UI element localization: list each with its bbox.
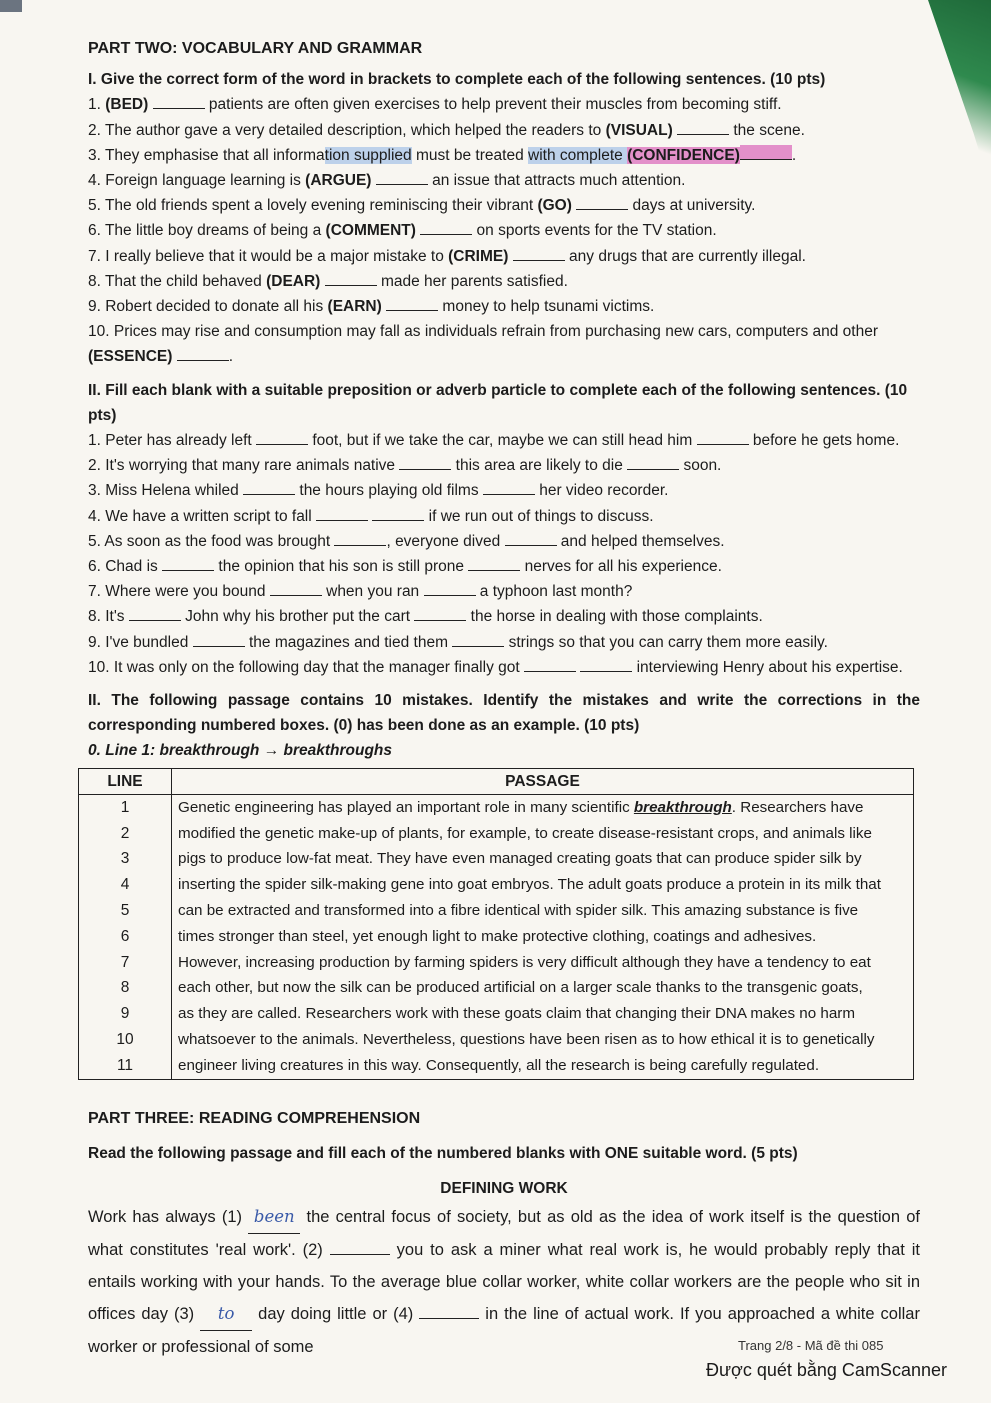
passage-line xyxy=(178,1053,907,1079)
item-text: money to help tsunami victims. xyxy=(438,298,655,316)
item-text: an issue that attracts much attention. xyxy=(427,172,686,190)
line-number: 4 xyxy=(120,876,130,894)
highlighted-text: with complete xyxy=(528,146,628,164)
answer-blank[interactable] xyxy=(468,556,520,571)
answer-blank[interactable] xyxy=(414,606,466,621)
answer-blank[interactable] xyxy=(483,480,535,495)
word-cue: (BED) xyxy=(105,96,149,114)
item-text: 6. The little boy dreams of being a xyxy=(88,222,326,240)
item-text: this area are likely to die xyxy=(451,457,628,475)
passage-line xyxy=(178,924,907,950)
passage-text-part: inserting the spider silk-making gene into goat embryos. The adult goats produce a protein in its milk that xyxy=(178,876,881,894)
highlighted-text: tion supplied xyxy=(324,146,412,164)
sec1-list xyxy=(88,92,920,369)
passage-text-part: whatsoever to the animals. Nevertheless, questions have been risen as to how ethical it is to genetically xyxy=(178,1031,875,1049)
item-text: . xyxy=(228,348,234,366)
answer-blank[interactable] xyxy=(243,480,295,495)
word-cue: (ARGUE) xyxy=(305,172,372,190)
passage-text-part: can be extracted and transformed into a fibre identical with spider silk. This amazing substance is five xyxy=(178,902,859,920)
item-text: nerves for all his experience. xyxy=(520,558,722,576)
item-text: a typhoon last month? xyxy=(475,583,633,601)
sec2-item xyxy=(88,604,920,629)
answer-blank[interactable] xyxy=(580,657,632,672)
item-text: 4. We have a written script to fall xyxy=(88,507,317,525)
item-text: 8. It's xyxy=(88,608,129,626)
line-numbers xyxy=(79,794,172,1079)
word-cue: (DEAR) xyxy=(266,272,321,290)
item-text: soon. xyxy=(679,457,722,475)
sec2-item xyxy=(88,630,920,655)
item-text: the opinion that his son is still prone xyxy=(214,558,469,576)
answer-blank[interactable] xyxy=(177,346,229,361)
part-three-title: PART THREE: READING COMPREHENSION xyxy=(88,1109,421,1127)
answer-blank[interactable] xyxy=(452,632,504,647)
item-text: made her parents satisfied. xyxy=(376,272,568,290)
sec2-item xyxy=(88,579,920,604)
passage-text xyxy=(172,794,914,1079)
answer-blank[interactable] xyxy=(513,246,565,261)
passage-line xyxy=(178,975,907,1001)
line-number: 8 xyxy=(120,979,130,997)
item-text: before he gets home. xyxy=(748,432,900,450)
passage-line xyxy=(178,1001,907,1027)
passage-part: the central focus of society, but as old as the idea of work itself is the question of what constitutes 'real work'. (2) xyxy=(88,1208,920,1260)
answer-blank[interactable] xyxy=(505,531,557,546)
sec3-example: 0. Line 1: breakthrough → breakthroughs xyxy=(88,742,393,760)
passage-text-part: modified the genetic make-up of plants, for example, to create disease-resistant crops, and animals like xyxy=(178,824,872,842)
item-text: patients are often given exercises to help prevent their muscles from becoming stiff. xyxy=(204,96,782,114)
word-cue: (EARN) xyxy=(327,298,382,316)
line-number: 9 xyxy=(120,1005,130,1023)
sec1-item xyxy=(88,143,920,168)
passage-text-part: pigs to produce low-fat meat. They have even managed creating goats that can produce spider silk by xyxy=(178,850,862,868)
item-text: 5. As soon as the food was brought xyxy=(88,532,335,550)
item-text: and helped themselves. xyxy=(556,532,725,550)
sec1-item xyxy=(88,269,920,294)
page-content xyxy=(88,36,920,1363)
item-text: when you ran xyxy=(321,583,424,601)
answer-blank-2[interactable] xyxy=(330,1240,390,1255)
passage-text-part: as they are called. Researchers work with these goats claim that changing their DNA makes no harm xyxy=(178,1005,856,1023)
sec1-item xyxy=(88,294,920,319)
item-text: 10. Prices may rise and consumption may fall as individuals refrain from purchasing new cars, computers and other xyxy=(88,323,879,341)
item-text: 6. Chad is xyxy=(88,558,163,576)
passage-text-part: However, increasing production by farming spiders is very difficult although they have a tendency to eat xyxy=(178,953,871,971)
item-text: 4. Foreign language learning is xyxy=(88,172,306,190)
item-text: 1. Peter has already left xyxy=(88,432,257,450)
answer-blank-4[interactable] xyxy=(419,1304,479,1319)
line-number: 6 xyxy=(120,927,130,945)
item-text: 3. Miss Helena whiled xyxy=(88,482,244,500)
sec1-item xyxy=(88,92,920,117)
passage-line xyxy=(178,821,907,847)
item-text: 9. Robert decided to donate all his xyxy=(88,298,328,316)
line-number: 2 xyxy=(120,824,130,842)
passage-line xyxy=(178,1027,907,1053)
passage-text-part: each other, but now the silk can be produced artificial on a larger scale thanks to the transgenic goats, xyxy=(178,979,863,997)
item-text: her video recorder. xyxy=(534,482,669,500)
part-two-title: PART TWO: VOCABULARY AND GRAMMAR xyxy=(88,40,423,57)
answer-blank[interactable] xyxy=(162,556,214,571)
item-text: on sports events for the TV station. xyxy=(472,222,717,240)
passage-part: day doing little or (4) xyxy=(252,1305,420,1324)
line-number: 11 xyxy=(116,1056,134,1074)
answer-blank[interactable] xyxy=(372,506,424,521)
item-text: 2. The author gave a very detailed description, which helped the readers to xyxy=(88,121,606,139)
answer-blank[interactable] xyxy=(424,581,476,596)
sec2-item xyxy=(88,428,920,453)
sec1-item xyxy=(88,319,920,369)
item-text: 9. I've bundled xyxy=(88,633,193,651)
error-passage-table xyxy=(78,768,914,1080)
handwritten-answer-3[interactable]: to xyxy=(200,1298,252,1331)
item-text: foot, but if we take the car, maybe we can still head him xyxy=(308,432,697,450)
answer-blank[interactable] xyxy=(576,195,628,210)
part-three-instruction: Read the following passage and fill each of the numbered blanks with ONE suitable word. (5 pts) xyxy=(88,1144,798,1162)
line-number: 5 xyxy=(120,902,130,920)
item-text: interviewing Henry about his expertise. xyxy=(632,658,903,676)
answer-blank[interactable] xyxy=(740,145,792,160)
answer-blank[interactable] xyxy=(697,430,749,445)
page-footer: Trang 2/8 - Mã đề thi 085 xyxy=(738,1338,884,1353)
answer-blank[interactable] xyxy=(270,581,322,596)
answer-blank[interactable] xyxy=(677,120,729,135)
word-cue: (GO) xyxy=(537,197,572,215)
passage-line xyxy=(178,898,907,924)
sec2-item xyxy=(88,453,920,478)
item-text: , everyone dived xyxy=(386,532,505,550)
sec2-item xyxy=(88,504,920,529)
answer-blank[interactable] xyxy=(524,657,576,672)
passage-part: Work has always (1) xyxy=(88,1208,249,1227)
scan-edge-shadow xyxy=(921,0,991,190)
sec1-item xyxy=(88,244,920,269)
item-text: 7. Where were you bound xyxy=(88,583,270,601)
line-number: 3 xyxy=(120,850,130,868)
item-text: 1. xyxy=(88,96,106,114)
col-passage-header: PASSAGE xyxy=(172,768,914,794)
answer-blank[interactable] xyxy=(334,531,386,546)
answer-blank[interactable] xyxy=(256,430,308,445)
passage-line xyxy=(178,950,907,976)
scan-corner-mark xyxy=(0,0,22,12)
sec1-item xyxy=(88,168,920,193)
item-text: the magazines and tied them xyxy=(244,633,453,651)
sec2-item xyxy=(88,554,920,579)
word-cue: (COMMENT) xyxy=(325,222,416,240)
passage-text-part: . Researchers have xyxy=(731,798,864,816)
item-text: 8. That the child behaved xyxy=(88,272,267,290)
item-text: must be treated xyxy=(411,146,528,164)
passage-part: you to ask a miner what real work is, he would probably reply that it entails working with your hands. To the average blue collar worker, white collar workers are the people who sit in offices day (3) xyxy=(88,1241,920,1324)
item-text: 7. I really believe that it would be a major mistake to xyxy=(88,247,449,265)
passage-line xyxy=(178,872,907,898)
item-text: 10. It was only on the following day that the manager finally got xyxy=(88,658,524,676)
word-cue: (CONFIDENCE) xyxy=(627,146,740,164)
sec2-item xyxy=(88,655,920,680)
answer-blank[interactable] xyxy=(399,455,451,470)
line-number: 1 xyxy=(120,798,130,816)
sec2-instruction: II. Fill each blank with a suitable preposition or adverb particle to complete each of the following sentences. (10 pts) xyxy=(88,381,908,424)
item-text: 3. They emphasise that all informa xyxy=(88,146,325,164)
passage-title: DEFINING WORK xyxy=(440,1180,568,1198)
sec2-item xyxy=(88,478,920,503)
passage-text-part: times stronger than steel, yet enough light to make protective clothing, coatings and adhesives. xyxy=(178,927,817,945)
sec2-list xyxy=(88,428,920,680)
sec1-instruction: I. Give the correct form of the word in brackets to complete each of the following sentences. (10 pts) xyxy=(88,71,826,89)
camscanner-watermark: Được quét bằng CamScanner xyxy=(706,1360,947,1380)
answer-blank[interactable] xyxy=(153,94,205,109)
example-underlined-word: breakthrough xyxy=(633,798,732,816)
answer-blank[interactable] xyxy=(193,632,245,647)
sec2-item xyxy=(88,529,920,554)
answer-blank[interactable] xyxy=(627,455,679,470)
passage-text-part: Genetic engineering has played an important role in many scientific xyxy=(178,798,634,816)
word-cue: (VISUAL) xyxy=(605,121,673,139)
item-text: the scene. xyxy=(729,121,805,139)
passage-line xyxy=(178,846,907,872)
item-text: if we run out of things to discuss. xyxy=(424,507,654,525)
item-text: John why his brother put the cart xyxy=(180,608,415,626)
answer-blank[interactable] xyxy=(420,220,472,235)
sec1-item xyxy=(88,193,920,218)
passage-line xyxy=(178,795,907,821)
answer-blank[interactable] xyxy=(129,606,181,621)
item-text: . xyxy=(791,146,797,164)
passage-text-part: engineer living creatures in this way. Consequently, all the research is being carefully regulated. xyxy=(178,1056,820,1074)
sec1-item xyxy=(88,118,920,143)
line-number: 10 xyxy=(116,1031,134,1049)
answer-blank[interactable] xyxy=(386,296,438,311)
word-cue: (CRIME) xyxy=(448,247,509,265)
answer-blank[interactable] xyxy=(376,170,428,185)
item-text: the horse in dealing with those complaints. xyxy=(466,608,763,626)
item-text: days at university. xyxy=(628,197,756,215)
handwritten-answer-1[interactable]: been xyxy=(248,1201,300,1234)
item-text: the hours playing old films xyxy=(295,482,483,500)
item-text: 5. The old friends spent a lovely evening reminiscing their vibrant xyxy=(88,197,538,215)
line-number: 7 xyxy=(120,953,130,971)
answer-blank[interactable] xyxy=(316,506,368,521)
item-text: any drugs that are currently illegal. xyxy=(564,247,806,265)
sec3-instruction: II. The following passage contains 10 mistakes. Identify the mistakes and write the corrections in the corresponding numbered boxes. (0) has been done as an example. (10 pts) xyxy=(88,692,920,735)
item-text: strings so that you can carry them more easily. xyxy=(504,633,828,651)
col-line-header: LINE xyxy=(79,768,172,794)
sec1-item xyxy=(88,218,920,243)
answer-blank[interactable] xyxy=(325,271,377,286)
word-cue: (ESSENCE) xyxy=(88,348,173,366)
item-text: 2. It's worrying that many rare animals native xyxy=(88,457,400,475)
passage-part: in the line of actual work. If you approached a white collar worker or professional of some xyxy=(88,1305,920,1357)
